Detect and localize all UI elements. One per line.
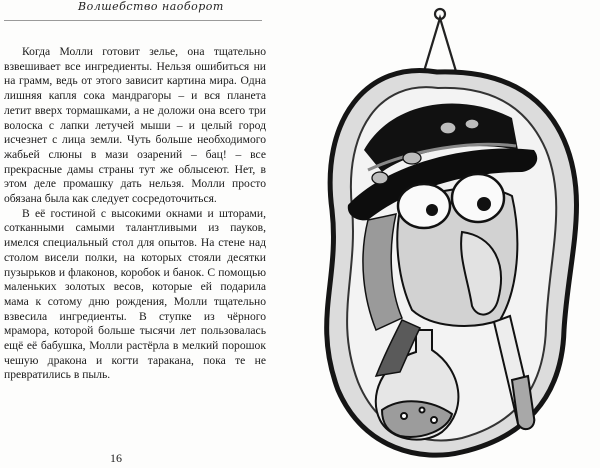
body-text [4, 45, 266, 383]
paragraph-1: Когда Молли готовит зелье, она тщательно взвешивает все ингредиенты. Нельзя ошибиться ни на грамм, ведь от этого зависит картина мира. Одна лишняя капля сока мандрагоры – и вся планета летит вверх тормашками, а не доложи она всего три волоска с лапки летучей мыши – и целый город исчезнет с лица земли. Чуть больше необходимого жабьей слюны в мази озарений – бац! – все прекрасные дамы страны тут же облысеют. Нет, в этом деле промашку дать нельзя. Молли просто обязана была как следует сосредоточиться. [4, 45, 266, 206]
running-header-title: Волшебство наоборот [78, 0, 224, 13]
page-number: 16 [110, 451, 122, 465]
witch-mirror-illustration [272, 0, 600, 468]
paragraph-2: В её гостиной с высокими окнами и шторами, сотканными самыми талантливыми из пауков, имелся специальный стол для опытов. На стене над столом висели полки, на которых стояли десятки пузырьков и флаконов, коробок и банок. С помощью маленьких золотых весов, которые ей подарила мама к сотому дню рождения, Молли тщательно взвесила ингредиенты. В ступке из чёрного мрамора, которой больше тысячи лет пользовалась ещё её бабушка, Молли растёрла в мелкий порошок чешую дракона и когти таракана, пока те не превратились в пыль. [4, 206, 266, 382]
header-rule [4, 20, 262, 21]
